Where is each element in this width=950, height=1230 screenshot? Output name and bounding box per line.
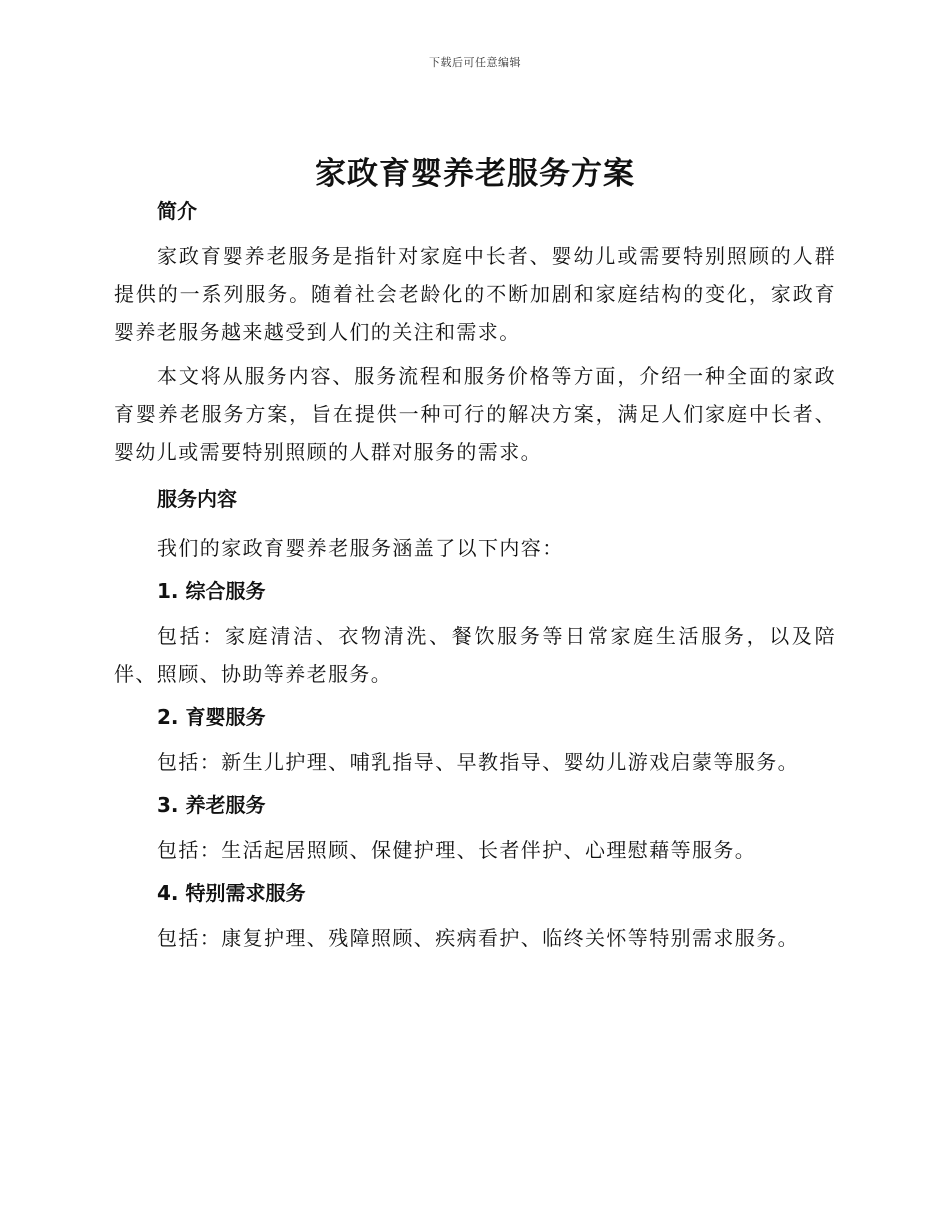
service-item-heading-special-needs: 4. 特别需求服务 <box>157 881 306 905</box>
services-lead-paragraph: 我们的家政育婴养老服务涵盖了以下内容： <box>157 536 564 560</box>
document-title: 家政育婴养老服务方案 <box>315 156 635 192</box>
service-item-text-infant-care: 包括：新生儿护理、哺乳指导、早教指导、婴幼儿游戏启蒙等服务。 <box>157 750 799 774</box>
service-item-text-special-needs: 包括：康复护理、残障照顾、疾病看护、临终关怀等特别需求服务。 <box>157 926 799 950</box>
intro-paragraph-1: 家政育婴养老服务是指针对家庭中长者、婴幼儿或需要特别照顾的人群提供的一系列服务。随着社会老龄化的不断加剧和家庭结构的变化，家政育婴养老服务越来越受到人们的关注和需求。 <box>114 244 836 344</box>
header-note: 下载后可任意编辑 <box>429 56 521 69</box>
service-item-heading-comprehensive: 1. 综合服务 <box>157 579 266 603</box>
service-item-text-comprehensive: 包括：家庭清洁、衣物清洗、餐饮服务等日常家庭生活服务，以及陪伴、照顾、协助等养老服务。 <box>114 624 836 686</box>
section-heading-services: 服务内容 <box>157 487 237 511</box>
service-item-heading-elderly-care: 3. 养老服务 <box>157 793 266 817</box>
document-body <box>114 197 836 967</box>
intro-paragraph-2: 本文将从服务内容、服务流程和服务价格等方面，介绍一种全面的家政育婴养老服务方案，旨在提供一种可行的解决方案，满足人们家庭中长者、婴幼儿或需要特别照顾的人群对服务的需求。 <box>114 364 836 464</box>
service-item-text-elderly-care: 包括：生活起居照顾、保健护理、长者伴护、心理慰藉等服务。 <box>157 838 757 862</box>
section-heading-intro: 简介 <box>157 199 197 223</box>
service-item-heading-infant-care: 2. 育婴服务 <box>157 705 266 729</box>
